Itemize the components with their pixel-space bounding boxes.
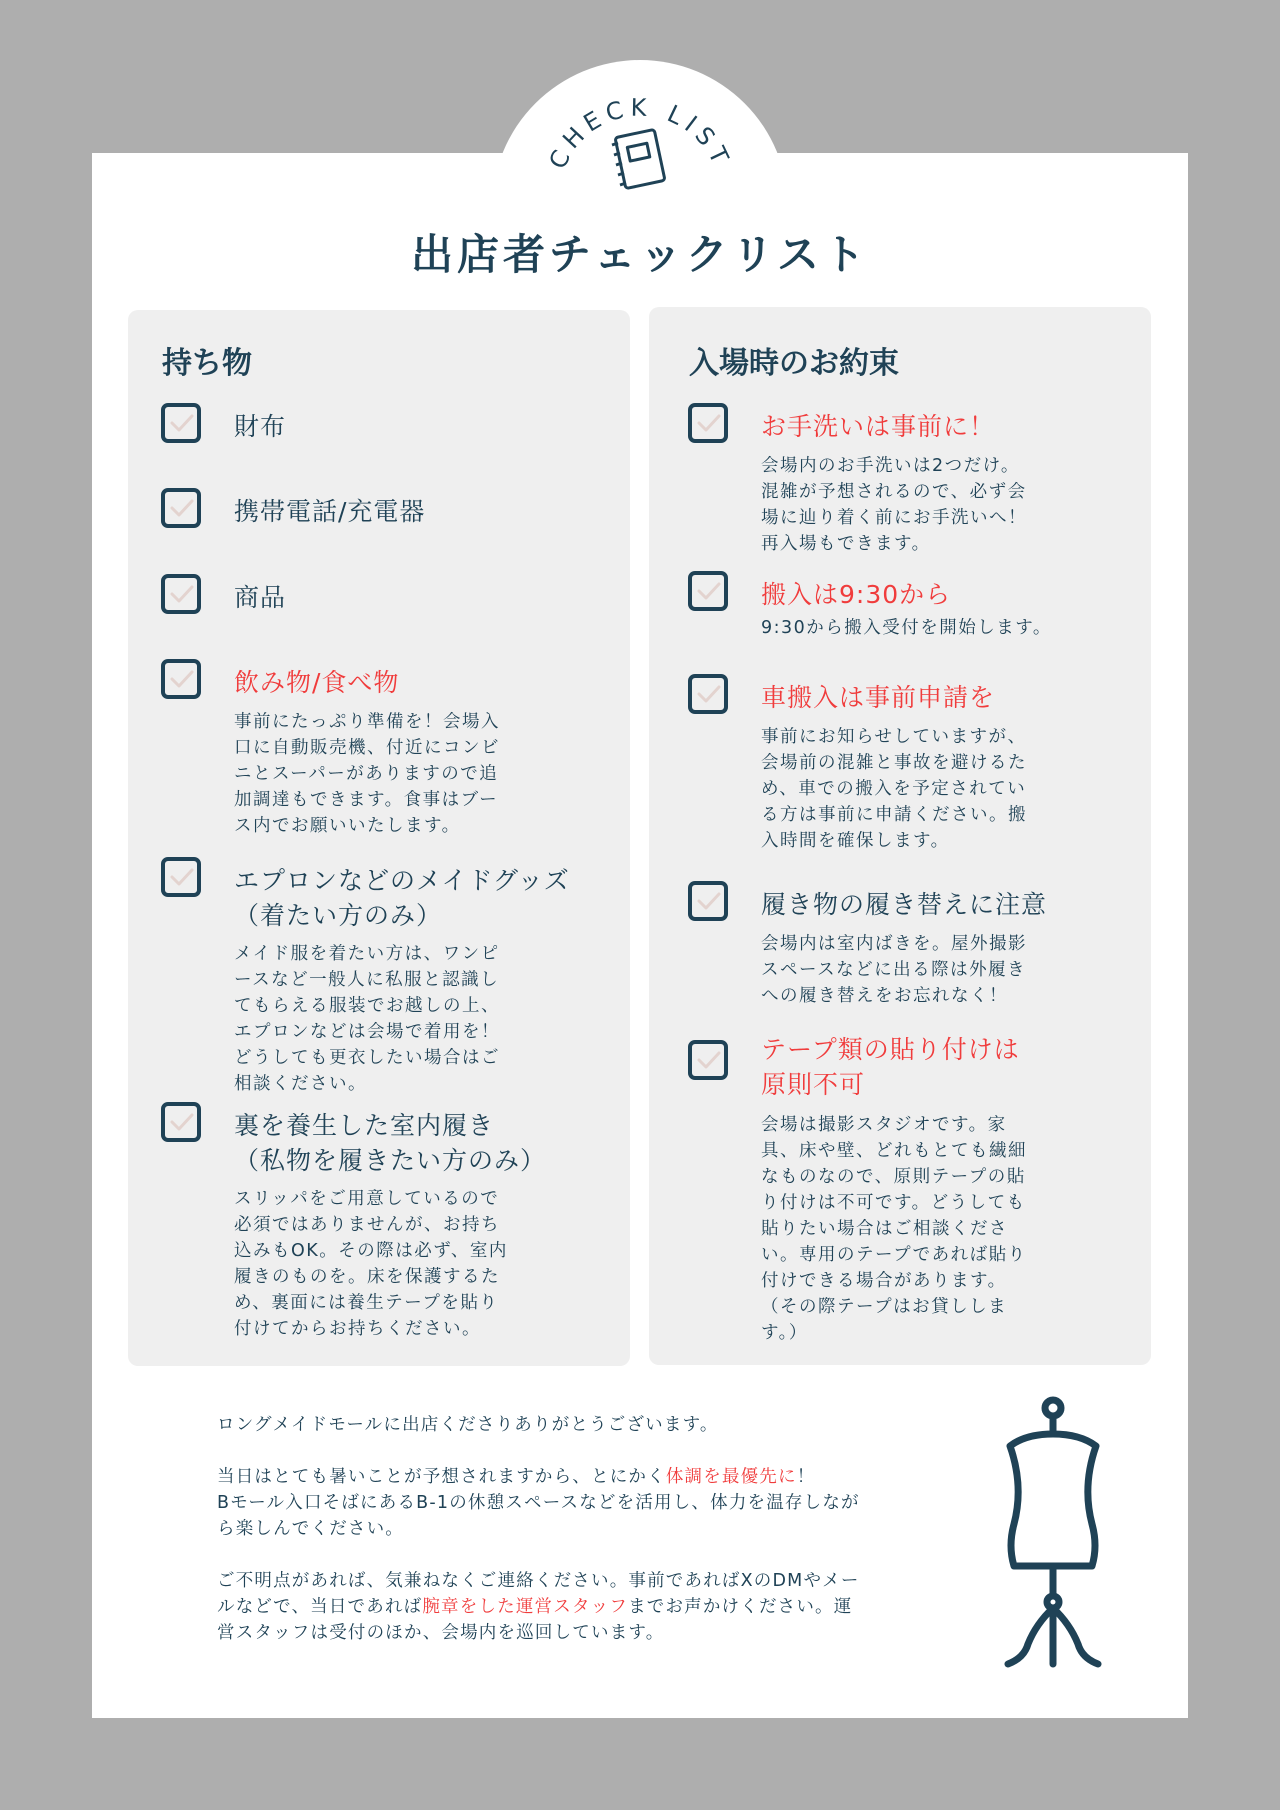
item-description: 会場内のお手洗いは2つだけ。 混雑が予想されるので、必ず会 場に辿り着く前にお手洗いへ！ 再入場もできます。 [761,456,1027,554]
item-label: 商品 [234,583,287,612]
item-label: 飲み物/食べ物 [234,668,400,697]
belongings-panel [128,310,630,1366]
notebook-icon [608,125,670,197]
checkbox-icon[interactable] [161,403,201,443]
checkbox-icon[interactable] [688,674,728,714]
checkbox-icon[interactable] [161,857,201,897]
item-description: メイド服を着たい方は、ワンピ ースなど一般人に私服と認識し てもらえる服装でお越しの上、 エプロンなどは会場で着用を！ どうしても更衣したい場合はご 相談ください。 [234,944,500,1094]
item-description: 事前にお知らせしていますが、 会場前の混雑と事故を避けるた め、車での搬入を予定されてい る方は事前に申請ください。搬 入時間を確保します。 [761,727,1027,851]
checkbox-icon[interactable] [161,488,201,528]
footer-message [217,1412,927,1672]
checkbox-icon[interactable] [688,881,728,921]
item-label-line1: テープ類の貼り付けは [761,1035,1020,1064]
item-description: 会場は撮影スタジオです。家 具、床や壁、どれもとても繊細 なものなので、原則テープの貼 り付けは不可です。どうしても 貼りたい場合はご相談くださ い。専用のテープであれば貼り 付けできる場合があります。 （その際テープはお貸ししま す。） [761,1115,1027,1343]
staff-highlight: 腕章をした運営スタッフ [422,1597,629,1617]
checkbox-icon[interactable] [688,1040,728,1080]
checkbox-icon[interactable] [688,403,728,443]
item-description: 事前にたっぷり準備を！会場入 口に自動販売機、付近にコンビ ニとスーパーがありますので追 加調達もできます。食事はブー ス内でお願いいたします。 [234,712,500,836]
belongings-title: 持ち物 [162,346,252,381]
item-label-line2: （着たい方のみ） [234,901,443,930]
entry-rules-panel [649,307,1151,1365]
item-label: 車搬入は事前申請を [761,683,996,712]
item-label-line2: 原則不可 [761,1070,866,1099]
item-label: 履き物の履き替えに注意 [761,890,1048,919]
item-label: 搬入は9:30から [761,580,952,609]
footer-paragraph-health: 当日はとても暑いことが予想されますから、とにかく体調を最優先に！ Bモール入口そばにあるB-1の休憩スペースなどを活用し、体力を温存しなが ら楽しんでください。 [217,1467,860,1539]
checkbox-icon[interactable] [161,1102,201,1142]
checkbox-icon[interactable] [688,571,728,611]
item-description: スリッパをご用意しているので 必須ではありませんが、お持ち 込みもOK。その際は必ず、室内 履きのものを。床を保護するた め、裏面には養生テープを貼り 付けてからお持ちください。 [234,1189,508,1339]
item-label-line1: エプロンなどのメイドグッズ [234,866,570,895]
page-title: 出店者チェックリスト [411,230,869,279]
badge-text: CHECK LIST [543,93,737,174]
item-label-line1: 裏を養生した室内履き [234,1111,495,1140]
item-description: 9:30から搬入受付を開始します。 [761,618,1052,638]
item-label: お手洗いは事前に！ [761,412,996,441]
item-description: 会場内は室内ばきを。屋外撮影 スペースなどに出る際は外履き への履き替えをお忘れなく！ [761,934,1027,1006]
checkbox-icon[interactable] [161,659,201,699]
item-label-line2: （私物を履きたい方のみ） [234,1146,547,1175]
health-highlight: 体調を最優先に [665,1467,797,1487]
footer-paragraph-thanks: ロングメイドモールに出店くださりありがとうございます。 [217,1415,719,1435]
dress-form-icon [996,1396,1110,1676]
item-label: 財布 [234,412,287,441]
checkbox-icon[interactable] [161,574,201,614]
item-label: 携帯電話/充電器 [234,497,426,526]
entry-rules-title: 入場時のお約束 [689,346,899,381]
footer-paragraph-contact: ご不明点があれば、気兼ねなくご連絡ください。事前であればXのDMやメー ルなどで、当日であれば腕章をした運営スタッフまでお声かけください。運 営スタッフは受付のほか、会場内を巡回しています。 [217,1571,860,1643]
